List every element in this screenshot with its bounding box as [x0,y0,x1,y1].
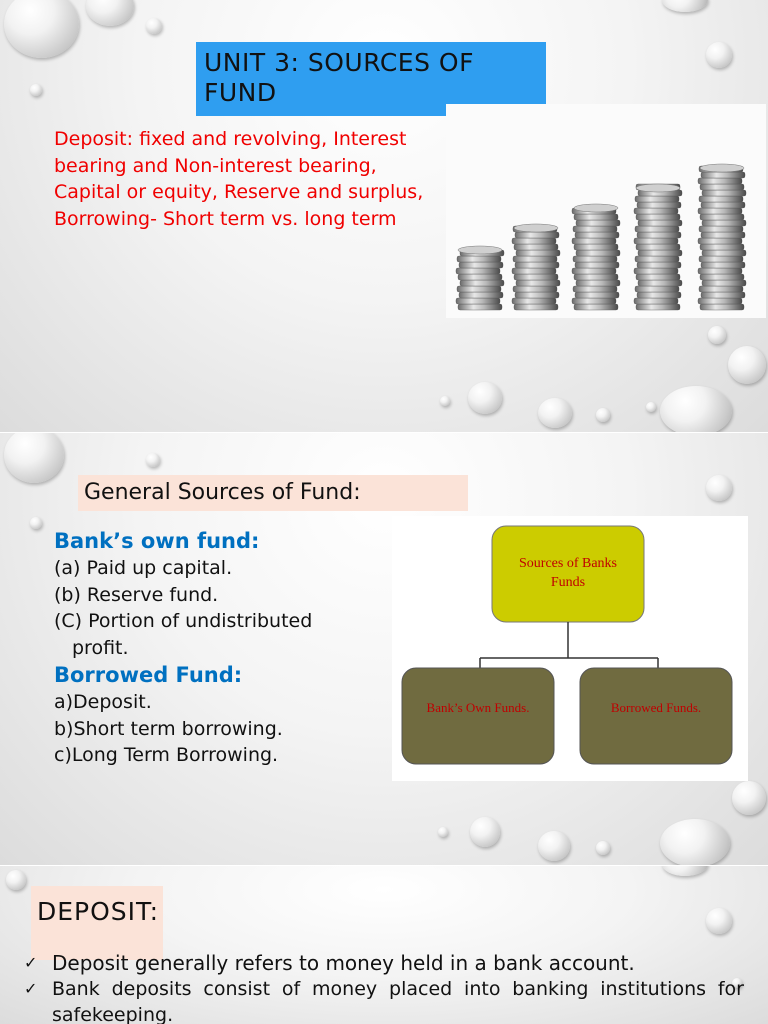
water-drop [660,819,730,865]
borrowed-funds-label: Borrowed Funds. [610,700,702,715]
slide-1-body: Deposit: fixed and revolving, Interest bearing and Non-interest bearing, Capital or equity, Reserve and surplus, Borrowing- Short term vs. long term [54,128,424,230]
slide-1 [0,0,768,432]
water-drop [662,0,708,12]
water-drop [538,831,570,861]
water-drop [4,0,79,58]
list-item [24,976,744,1024]
water-drop [708,326,726,344]
water-drop [646,402,656,412]
slide-2 [0,433,768,865]
list-item: a)Deposit. [54,691,152,713]
slide-3 [0,866,768,1024]
coin-stack [634,184,682,310]
list-item: c)Long Term Borrowing. [54,744,279,766]
water-drop [440,396,450,406]
water-drop [728,346,766,384]
root-label-line-1: Sources of Banks [519,556,617,571]
coin-stack [512,224,560,310]
own-funds-box [402,668,554,764]
slide-2-title: General Sources of Fund: [78,475,468,511]
water-drop [438,827,448,837]
water-drop [146,18,162,34]
own-funds-label: Bank’s Own Funds. [426,700,530,715]
check-icon: ✓ [24,953,38,972]
water-drop [538,398,572,428]
water-drop [146,453,160,467]
root-box [492,526,644,622]
water-drop [86,0,134,26]
list-item: profit. [72,636,129,659]
water-drop [6,870,26,890]
water-drop [596,841,610,855]
root-label-line-2: Funds [550,575,586,590]
sources-diagram [392,516,748,781]
slide-1-title: UNIT 3: SOURCES OF FUND [196,42,546,116]
coin-stacks-image [446,104,766,318]
water-drop [706,908,732,934]
bullet-text: Deposit generally refers to money held in a bank account. [52,951,635,975]
water-drop [660,386,732,432]
water-drop [732,781,766,815]
water-drop [662,866,708,876]
deposit-bullets [24,950,744,1024]
list-item: b)Short term borrowing. [54,717,283,740]
water-drop [470,817,500,847]
water-drop [30,84,42,96]
water-drop [596,408,610,422]
own-fund-heading: Bank’s own fund: [54,529,260,553]
list-item [24,950,744,976]
slide-3-title: DEPOSIT: [31,886,163,960]
list-item: (b) Reserve fund. [54,583,219,606]
sources-list [54,527,384,769]
water-drop [468,382,502,414]
water-drop [4,433,64,483]
water-drop [706,42,732,68]
coin-stack [572,204,620,310]
borrowed-funds-box [580,668,732,764]
check-icon: ✓ [24,979,38,998]
coin-stack [698,164,746,310]
water-drop [30,517,42,529]
list-item: (a) Paid up capital. [54,557,233,579]
list-item: (C) Portion of undistributed [54,610,313,632]
water-drop [706,475,732,501]
bullet-text: Bank deposits consist of money placed into banking institutions for safekeeping. [52,978,744,1024]
sources-diagram-graphic [392,516,748,781]
coin-stack [456,246,504,310]
coin-stacks-graphic [446,104,766,318]
borrowed-fund-heading: Borrowed Fund: [54,663,243,687]
